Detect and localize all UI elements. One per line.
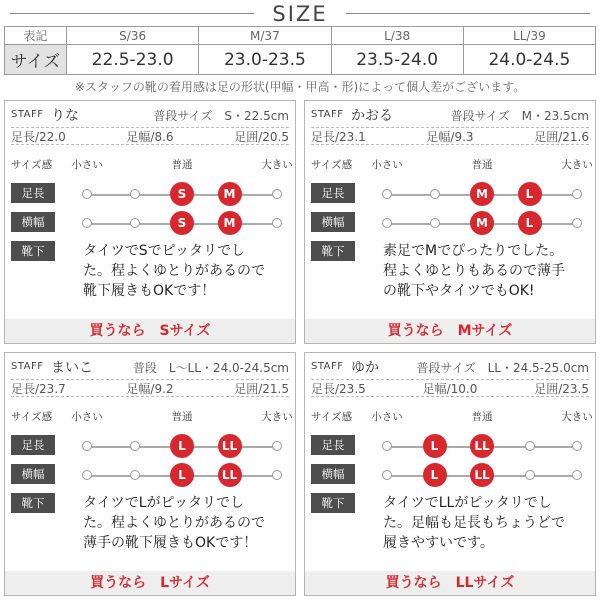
scale-dot (572, 218, 582, 228)
scale-dot (130, 189, 140, 199)
staff-tag: STAFF (311, 361, 344, 372)
staff-usual-size: 普段サイズ M・23.5cm (450, 109, 589, 123)
scale-dot (272, 189, 282, 199)
scale-header (311, 409, 593, 423)
comment-line: の靴下やタイツでもOK! (383, 283, 535, 299)
staff-tag: STAFF (11, 109, 44, 120)
scale-label: サイズ感 (11, 411, 53, 423)
scale-dot (430, 218, 440, 228)
staff-usual-size: 普段 L〜LL・24.0-24.5cm (132, 361, 289, 375)
row-tag: 足長 (311, 435, 355, 455)
size-marker: M (218, 182, 242, 206)
staff-card (4, 100, 296, 344)
staff-header (311, 357, 589, 377)
staff-usual-size: 普段サイズ S・22.5cm (153, 109, 289, 123)
staff-tag: STAFF (311, 109, 344, 120)
size-marker: LL (218, 463, 242, 487)
scale-dot (130, 470, 140, 480)
size-recommendation: 買うなら Sサイズ (5, 319, 295, 343)
comment-line: 薄手の靴下履きもOKです！ (83, 535, 258, 551)
size-table-header-row (5, 27, 596, 45)
staff-card (304, 352, 596, 596)
scale-right-label: 大きい (261, 159, 293, 171)
row-tag: 靴下 (11, 241, 55, 261)
foot-measurements (311, 127, 589, 145)
comment-line: 履きやすいです。 (383, 535, 494, 551)
staff-name: かおる (351, 108, 393, 124)
width-fit-row (5, 462, 297, 488)
foot-width: 足幅/9.2 (126, 381, 174, 396)
size-marker: L (518, 182, 542, 206)
width-fit-row (5, 210, 297, 236)
scale-dot (382, 441, 392, 451)
row-tag: 靴下 (11, 493, 55, 513)
foot-girth: 足囲/23.5 (534, 381, 589, 396)
staff-header (311, 105, 589, 125)
foot-measurements (11, 379, 289, 397)
scale-left-label: 小さい (71, 159, 103, 171)
size-recommendation: 買うなら Lサイズ (5, 571, 295, 595)
title-rule-right (346, 13, 590, 14)
fit-note: ※スタッフの靴の着用感は足の形状(甲幅・甲高・形)によって個人差がございます。 (74, 80, 526, 94)
scale-left-label: 小さい (371, 159, 403, 171)
page-title: SIZE (272, 2, 328, 26)
size-marker: L (423, 434, 447, 458)
size-marker: L (518, 211, 542, 235)
size-range-l: 23.5-24.0 (331, 45, 463, 75)
width-fit-row (305, 210, 597, 236)
size-table-row-label: サイズ (5, 45, 67, 75)
foot-girth: 足囲/21.5 (234, 381, 289, 396)
scale-label: サイズ感 (311, 411, 353, 423)
scale-label: サイズ感 (11, 159, 53, 171)
scale-dot (272, 441, 282, 451)
scale-left-label: 小さい (371, 411, 403, 423)
size-code-l: L/38 (331, 27, 463, 45)
size-marker: M (470, 182, 494, 206)
comment-line: タイツでSでピッタリでし (83, 243, 246, 259)
row-tag: 横幅 (311, 464, 355, 484)
scale-header (311, 157, 593, 171)
scale-dot (382, 189, 392, 199)
scale-dot (525, 470, 535, 480)
foot-length: 足長/22.0 (11, 129, 66, 144)
size-range-ll: 24.0-24.5 (463, 45, 595, 75)
width-fit-row (305, 462, 597, 488)
foot-length: 足長/23.7 (11, 381, 66, 396)
scale-dot (130, 441, 140, 451)
foot-measurements (311, 379, 589, 397)
size-range-m: 23.0-23.5 (199, 45, 331, 75)
size-marker: S (170, 182, 194, 206)
comment-line: タイツでLがピッタリでし (83, 495, 244, 511)
staff-header (11, 105, 289, 125)
row-tag: 横幅 (11, 212, 55, 232)
scale-center-label: 普通 (171, 159, 193, 171)
length-fit-row (305, 181, 597, 207)
row-tag: 足長 (11, 183, 55, 203)
comment-line: た。足幅も足長もちょうどで (383, 515, 565, 531)
staff-card (4, 352, 296, 596)
scale-dot (525, 441, 535, 451)
scale-header (11, 409, 293, 423)
comment-line: た。程よくゆとりがあるので (83, 515, 265, 531)
size-marker: LL (218, 434, 242, 458)
scale-dot (82, 441, 92, 451)
scale-dot (572, 470, 582, 480)
size-marker: L (423, 463, 447, 487)
size-code-s: S/36 (67, 27, 199, 45)
size-table-body-row (5, 45, 596, 75)
size-range-s: 22.5-23.0 (67, 45, 199, 75)
scale-right-label: 大きい (261, 411, 293, 423)
scale-right-label: 大きい (561, 411, 593, 423)
length-fit-row (5, 433, 297, 459)
scale-label: サイズ感 (311, 159, 353, 171)
comment-line: 素足でMでぴったりでした。 (383, 243, 564, 259)
scale-left-label: 小さい (71, 411, 103, 423)
comment-line: 程よくゆとりもあるので薄手 (383, 263, 565, 279)
row-tag: 靴下 (311, 241, 355, 261)
size-code-ll: LL/39 (463, 27, 595, 45)
foot-measurements (11, 127, 289, 145)
staff-comment (383, 241, 585, 301)
staff-name: まいこ (51, 360, 93, 376)
foot-width: 足幅/8.6 (126, 129, 174, 144)
size-marker: M (470, 211, 494, 235)
staff-name: りな (51, 108, 79, 124)
size-table (4, 26, 596, 75)
scale-center-label: 普通 (471, 159, 493, 171)
scale-dot (82, 470, 92, 480)
comment-line: た。程よくゆとりがあるので (83, 263, 265, 279)
scale-right-label: 大きい (561, 159, 593, 171)
size-marker: L (170, 434, 194, 458)
scale-header (11, 157, 293, 171)
scale-dot (572, 189, 582, 199)
size-recommendation: 買うなら Mサイズ (305, 319, 595, 343)
row-tag: 横幅 (11, 464, 55, 484)
staff-name: ゆか (351, 360, 379, 376)
row-tag: 横幅 (311, 212, 355, 232)
staff-header (11, 357, 289, 377)
scale-dot (272, 218, 282, 228)
length-fit-row (305, 433, 597, 459)
staff-usual-size: 普段サイズ LL・24.5-25.0cm (416, 361, 589, 375)
scale-dot (382, 470, 392, 480)
size-marker: L (170, 463, 194, 487)
size-marker: LL (470, 434, 494, 458)
scale-dot (82, 189, 92, 199)
size-code-m: M/37 (199, 27, 331, 45)
size-table-header-label: 表記 (5, 27, 67, 45)
row-tag: 足長 (11, 435, 55, 455)
foot-girth: 足囲/20.5 (234, 129, 289, 144)
foot-width: 足幅/9.3 (426, 129, 474, 144)
length-fit-row (5, 181, 297, 207)
scale-dot (82, 218, 92, 228)
foot-girth: 足囲/21.6 (534, 129, 589, 144)
scale-dot (430, 189, 440, 199)
staff-card (304, 100, 596, 344)
scale-center-label: 普通 (171, 411, 193, 423)
scale-dot (130, 218, 140, 228)
size-marker: S (170, 211, 194, 235)
staff-tag: STAFF (11, 361, 44, 372)
size-marker: LL (470, 463, 494, 487)
foot-width: 足幅/10.0 (422, 381, 478, 396)
foot-length: 足長/23.1 (311, 129, 366, 144)
comment-line: 靴下履きもOKです！ (83, 283, 216, 299)
row-tag: 靴下 (311, 493, 355, 513)
comment-line: タイツでLLがピッタリでし (383, 495, 552, 511)
staff-comment (83, 493, 285, 553)
size-recommendation: 買うなら LLサイズ (305, 571, 595, 595)
scale-center-label: 普通 (471, 411, 493, 423)
row-tag: 足長 (311, 183, 355, 203)
scale-dot (572, 441, 582, 451)
scale-dot (382, 218, 392, 228)
foot-length: 足長/23.5 (311, 381, 366, 396)
staff-comment (83, 241, 285, 301)
size-marker: M (218, 211, 242, 235)
scale-dot (272, 470, 282, 480)
staff-comment (383, 493, 585, 553)
